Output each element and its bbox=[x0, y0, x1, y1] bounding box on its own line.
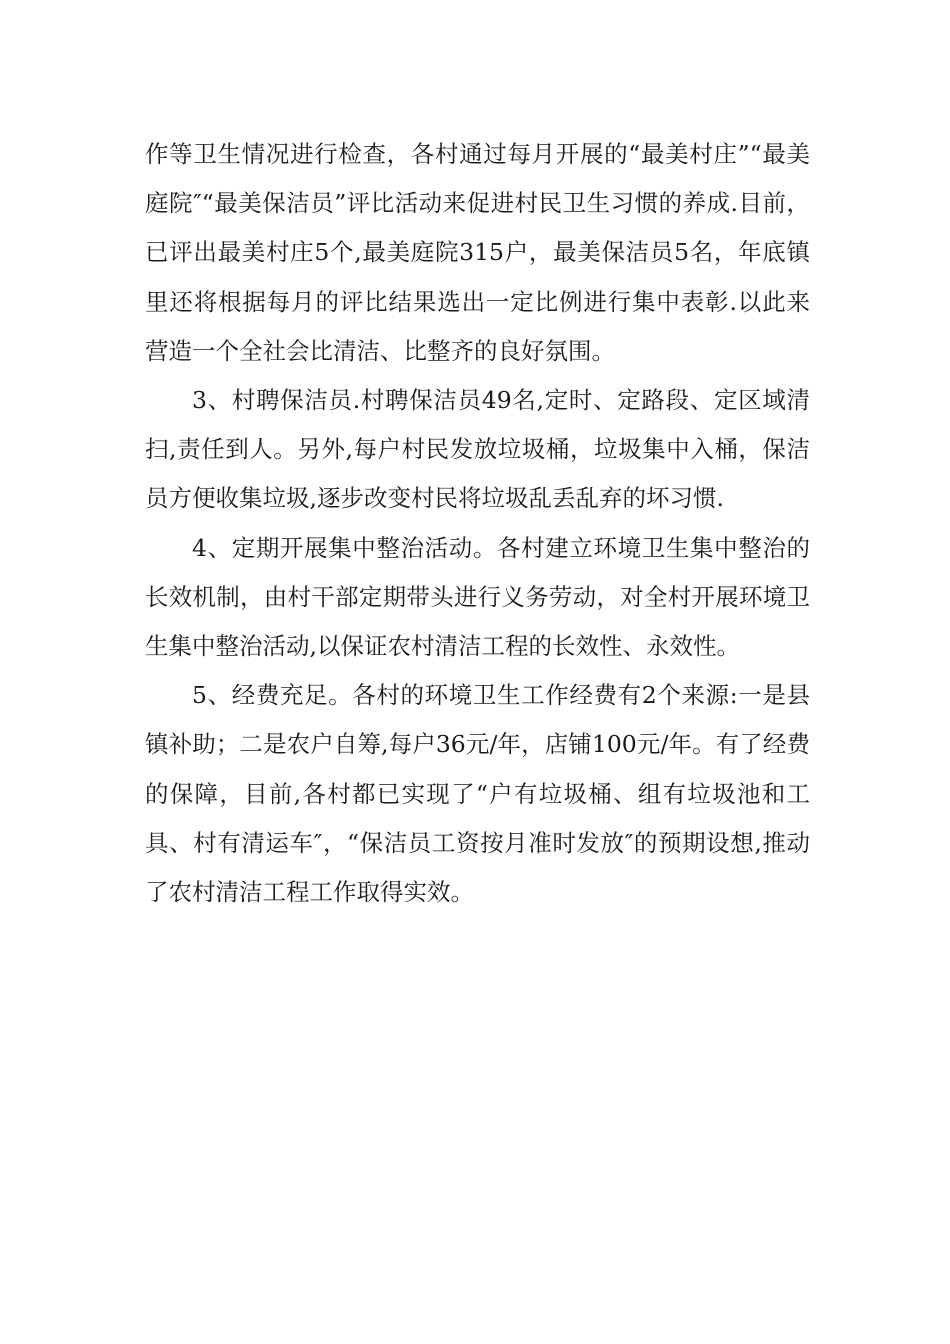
paragraph-village-cleaners: 3、村聘保洁员.村聘保洁员49名,定时、定路段、定区域清扫,责任到人。另外,每户村民发放垃圾桶，垃圾集中入桶，保洁员方便收集垃圾,逐步改变村民将垃圾乱丢乱弃的坏习惯. bbox=[145, 386, 810, 513]
paragraph-regular-cleanup: 4、定期开展集中整治活动。各村建立环境卫生集中整治的长效机制，由村干部定期带头进行义务劳动，对全村开展环境卫生集中整治活动,以保证农村清洁工程的长效性、永效性。 bbox=[145, 533, 810, 661]
paragraph-funding: 5、经费充足。各村的环境卫生工作经费有2个来源:一是县镇补助；二是农户自筹,每户36元/年，店铺100元/年。有了经费的保障，目前,各村都已实现了“户有垃圾桶、组有垃圾池和工具、村有清运车″，“保洁员工资按月准时发放″的预期设想,推动了农村清洁工程工作取得实效。 bbox=[145, 681, 810, 907]
document-body bbox=[145, 130, 810, 917]
paragraph-hygiene-evaluation: 作等卫生情况进行检查，各村通过每月开展的“最美村庄”“最美庭院″“最美保洁员”评比活动来促进村民卫生习惯的养成.目前，已评出最美村庄5个,最美庭院315户，最美保洁员5名，年底镇里还将根据每月的评比结果选出一定比例进行集中表彰.以此来营造一个全社会比清洁、比整齐的良好氛围。 bbox=[145, 140, 810, 365]
